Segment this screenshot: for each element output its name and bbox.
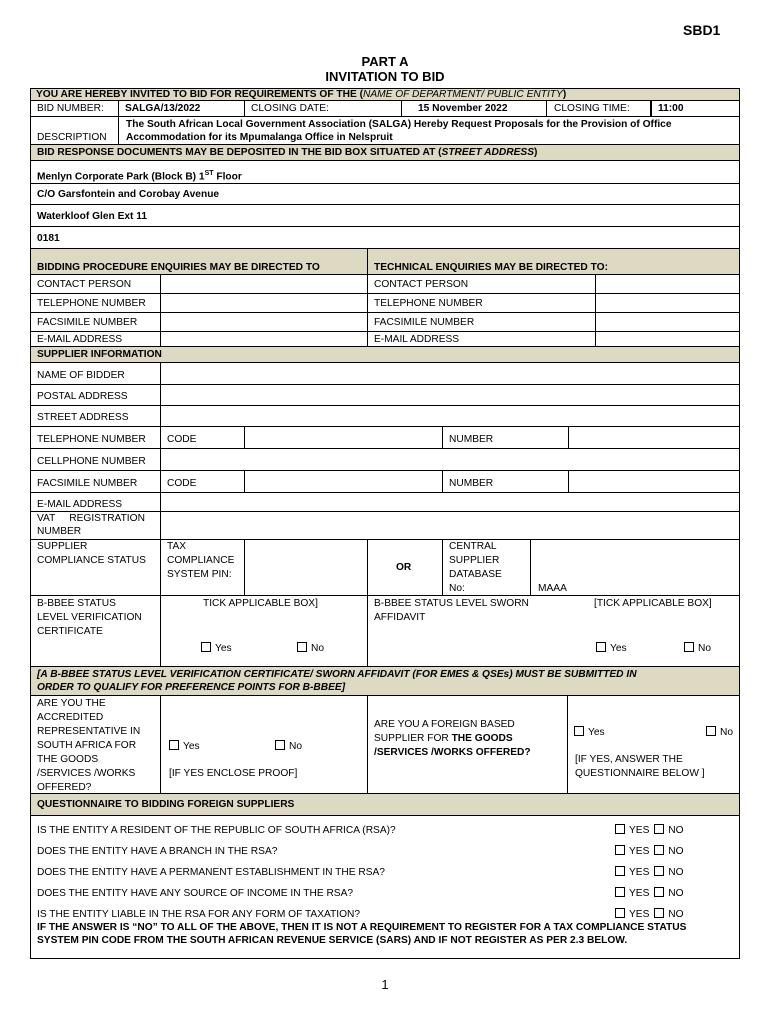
bid-number-value: SALGA/13/2022 — [125, 103, 201, 114]
checkbox-icon — [654, 824, 664, 834]
enquiries-telephone-row: TELEPHONE NUMBER TELEPHONE NUMBER — [31, 294, 739, 313]
question-4-answers[interactable]: YES NO — [615, 887, 684, 899]
representative-no[interactable]: No — [275, 740, 302, 753]
invite-row — [31, 89, 739, 101]
bbbee-cert-no[interactable]: No — [297, 642, 324, 655]
checkbox-icon — [574, 726, 584, 736]
form-code: SBD1 — [683, 22, 721, 38]
postal-address-row: POSTAL ADDRESS — [31, 385, 739, 406]
bbbee-cert-yes[interactable]: Yes — [201, 642, 232, 655]
bidding-email-input[interactable] — [160, 332, 367, 346]
enquiries-contact-row: CONTACT PERSON CONTACT PERSON — [31, 275, 739, 294]
technical-contact-input[interactable] — [595, 275, 739, 293]
checkbox-icon — [654, 845, 664, 855]
address-line-2[interactable]: C/O Garsfontein and Corobay Avenue — [31, 184, 739, 205]
bid-number-cell[interactable] — [118, 101, 244, 116]
address-line-1[interactable]: Menlyn Corporate Park (Block B) 1ST Floor — [31, 161, 739, 184]
checkbox-icon — [596, 642, 606, 652]
checkbox-icon — [654, 908, 664, 918]
bbbee-note-row: [A B-BBEE STATUS LEVEL VERIFICATION CERTIFICATE/ SWORN AFFIDAVIT (FOR EMES & QSEs) MUST BE SUBMITTED IN ORDER TO QUALIFY FOR PREFERENCE POINTS FOR B-BBEE] — [31, 667, 739, 696]
checkbox-icon — [615, 887, 625, 897]
bid-number-label: BID NUMBER: — [37, 103, 104, 114]
checkbox-icon — [169, 740, 179, 750]
or-label: OR — [396, 562, 412, 573]
part-heading: PART A — [361, 54, 409, 69]
question-5-answers[interactable]: YES NO — [615, 908, 684, 920]
csd-number-input[interactable]: MAAA — [530, 540, 739, 595]
checkbox-icon — [201, 642, 211, 652]
supplier-fax-row: FACSIMILE NUMBER CODE NUMBER — [31, 471, 739, 493]
checkbox-icon — [654, 887, 664, 897]
question-1: IS THE ENTITY A RESIDENT OF THE REPUBLIC OF SOUTH AFRICA (RSA)? — [37, 825, 396, 836]
question-3-answers[interactable]: YES NO — [615, 866, 684, 878]
street-address-row: STREET ADDRESS — [31, 406, 739, 427]
tax-pin-input[interactable] — [244, 540, 367, 595]
enquiries-fax-row: FACSIMILE NUMBER FACSIMILE NUMBER — [31, 313, 739, 332]
closing-time-label-cell: CLOSING TIME: — [546, 101, 650, 116]
bidder-name-row: NAME OF BIDDER — [31, 363, 739, 385]
description-label: DESCRIPTION — [37, 132, 107, 143]
checkbox-icon — [706, 726, 716, 736]
closing-time-value: 11:00 — [658, 103, 684, 114]
deposit-text: BID RESPONSE DOCUMENTS MAY BE DEPOSITED IN THE BID BOX SITUATED AT (STREET ADDRESS) — [37, 147, 538, 158]
closing-date-label-cell: CLOSING DATE: — [244, 101, 401, 116]
checkbox-icon — [654, 866, 664, 876]
supplier-title: SUPPLIER INFORMATION — [37, 349, 162, 360]
description-row — [31, 117, 739, 145]
telephone-number-input[interactable] — [568, 427, 739, 448]
closing-date-cell[interactable] — [401, 101, 546, 116]
page-number: 1 — [381, 977, 389, 992]
bidder-name-input[interactable] — [160, 363, 739, 384]
cellphone-input[interactable] — [160, 449, 739, 470]
questionnaire-header-row — [31, 794, 739, 816]
description-cell — [118, 117, 739, 144]
invitation-form — [30, 88, 740, 959]
bbbee-affidavit-no[interactable]: No — [684, 642, 711, 655]
description-line-1: The South African Local Government Association (SALGA) Hereby Request Proposals for the Provision of Office — [126, 119, 672, 130]
questionnaire-note-2: SYSTEM PIN CODE FROM THE SOUTH AFRICAN REVENUE SERVICE (SARS) AND IF NOT REGISTER AS PER 2.3 BELOW. — [37, 935, 628, 946]
question-4: DOES THE ENTITY HAVE ANY SOURCE OF INCOME IN THE RSA? — [37, 888, 354, 899]
description-line-2: Accommodation for its Mpumalanga Office in Nelspruit — [126, 132, 393, 143]
enquiries-email-row: E-MAIL ADDRESS E-MAIL ADDRESS — [31, 332, 739, 347]
technical-fax-input[interactable] — [595, 313, 739, 331]
bbbee-affidavit-yes[interactable]: Yes — [596, 642, 627, 655]
checkbox-icon — [684, 642, 694, 652]
closing-time-cell[interactable] — [650, 101, 739, 116]
address-line-4[interactable]: 0181 — [31, 227, 739, 249]
question-2: DOES THE ENTITY HAVE A BRANCH IN THE RSA? — [37, 846, 278, 857]
postal-address-input[interactable] — [160, 385, 739, 405]
invite-text: YOU ARE HEREBY INVITED TO BID FOR REQUIREMENTS OF THE (NAME OF DEPARTMENT/ PUBLIC ENTITY) — [36, 89, 567, 100]
representative-row: ARE YOU THE ACCREDITED REPRESENTATIVE IN SOUTH AFRICA FOR THE GOODS /SERVICES /WORKS OFFERED? Yes No [IF YES ENCLOSE PROOF] ARE YOU A FOREIGN BASED SUPPLIER FOR THE GOODS /SERVICES /WORKS OFFERED? Yes No [IF YES, ANSWER THE QUESTIONNAIRE BELOW ] — [31, 696, 739, 794]
bbbee-row: B-BBEE STATUS LEVEL VERIFICATION CERTIFICATE TICK APPLICABLE BOX] Yes No B-BBEE STATUS LEVEL SWORN AFFIDAVIT [TICK APPLICABLE BOX] Yes No — [31, 596, 739, 667]
vat-number-input[interactable] — [160, 512, 739, 539]
foreign-yes[interactable]: Yes — [574, 726, 605, 739]
telephone-code-input[interactable] — [244, 427, 442, 448]
cellphone-row: CELLPHONE NUMBER — [31, 449, 739, 471]
technical-email-input[interactable] — [595, 332, 739, 346]
question-5: IS THE ENTITY LIABLE IN THE RSA FOR ANY FORM OF TAXATION? — [37, 909, 361, 920]
enquiries-header-row — [31, 249, 739, 275]
supplier-telephone-row: TELEPHONE NUMBER CODE NUMBER — [31, 427, 739, 449]
foreign-no[interactable]: No — [706, 726, 733, 739]
checkbox-icon — [615, 866, 625, 876]
closing-date-value: 15 November 2022 — [418, 103, 508, 114]
checkbox-icon — [615, 824, 625, 834]
bidding-fax-input[interactable] — [160, 313, 367, 331]
form-title: INVITATION TO BID — [325, 69, 445, 84]
fax-code-input[interactable] — [244, 471, 442, 492]
fax-number-input[interactable] — [568, 471, 739, 492]
questionnaire-note-1: IF THE ANSWER IS “NO” TO ALL OF THE ABOVE, THEN IT IS NOT A REQUIREMENT TO REGISTER FOR A TAX COMPLIANCE STATUS — [37, 922, 687, 933]
checkbox-icon — [297, 642, 307, 652]
representative-yes[interactable]: Yes — [169, 740, 200, 753]
bidding-enquiries-title: BIDDING PROCEDURE ENQUIRIES MAY BE DIRECTED TO — [37, 262, 320, 273]
checkbox-icon — [615, 908, 625, 918]
technical-enquiries-title: TECHNICAL ENQUIRIES MAY BE DIRECTED TO: — [374, 262, 608, 273]
checkbox-icon — [615, 845, 625, 855]
checkbox-icon — [275, 740, 285, 750]
supplier-email-row: E-MAIL ADDRESS — [31, 493, 739, 512]
questionnaire-title: QUESTIONNAIRE TO BIDDING FOREIGN SUPPLIERS — [37, 799, 295, 810]
supplier-email-input[interactable] — [160, 493, 739, 511]
street-address-input[interactable] — [160, 406, 739, 426]
technical-telephone-input[interactable] — [595, 294, 739, 312]
bidding-telephone-input[interactable] — [160, 294, 367, 312]
vat-row: VAT REGISTRATION NUMBER — [31, 512, 739, 540]
question-2-answers[interactable]: YES NO — [615, 845, 684, 857]
question-1-answers[interactable]: YES NO — [615, 824, 684, 836]
address-line-3[interactable]: Waterkloof Glen Ext 11 — [31, 205, 739, 227]
question-3: DOES THE ENTITY HAVE A PERMANENT ESTABLISHMENT IN THE RSA? — [37, 867, 385, 878]
bid-number-row — [31, 101, 739, 117]
supplier-header-row — [31, 347, 739, 363]
bidding-contact-input[interactable] — [160, 275, 367, 293]
deposit-row — [31, 145, 739, 161]
compliance-row: SUPPLIER COMPLIANCE STATUS TAX COMPLIANCE SYSTEM PIN: OR CENTRAL SUPPLIER DATABASE No: MAAA — [31, 540, 739, 596]
